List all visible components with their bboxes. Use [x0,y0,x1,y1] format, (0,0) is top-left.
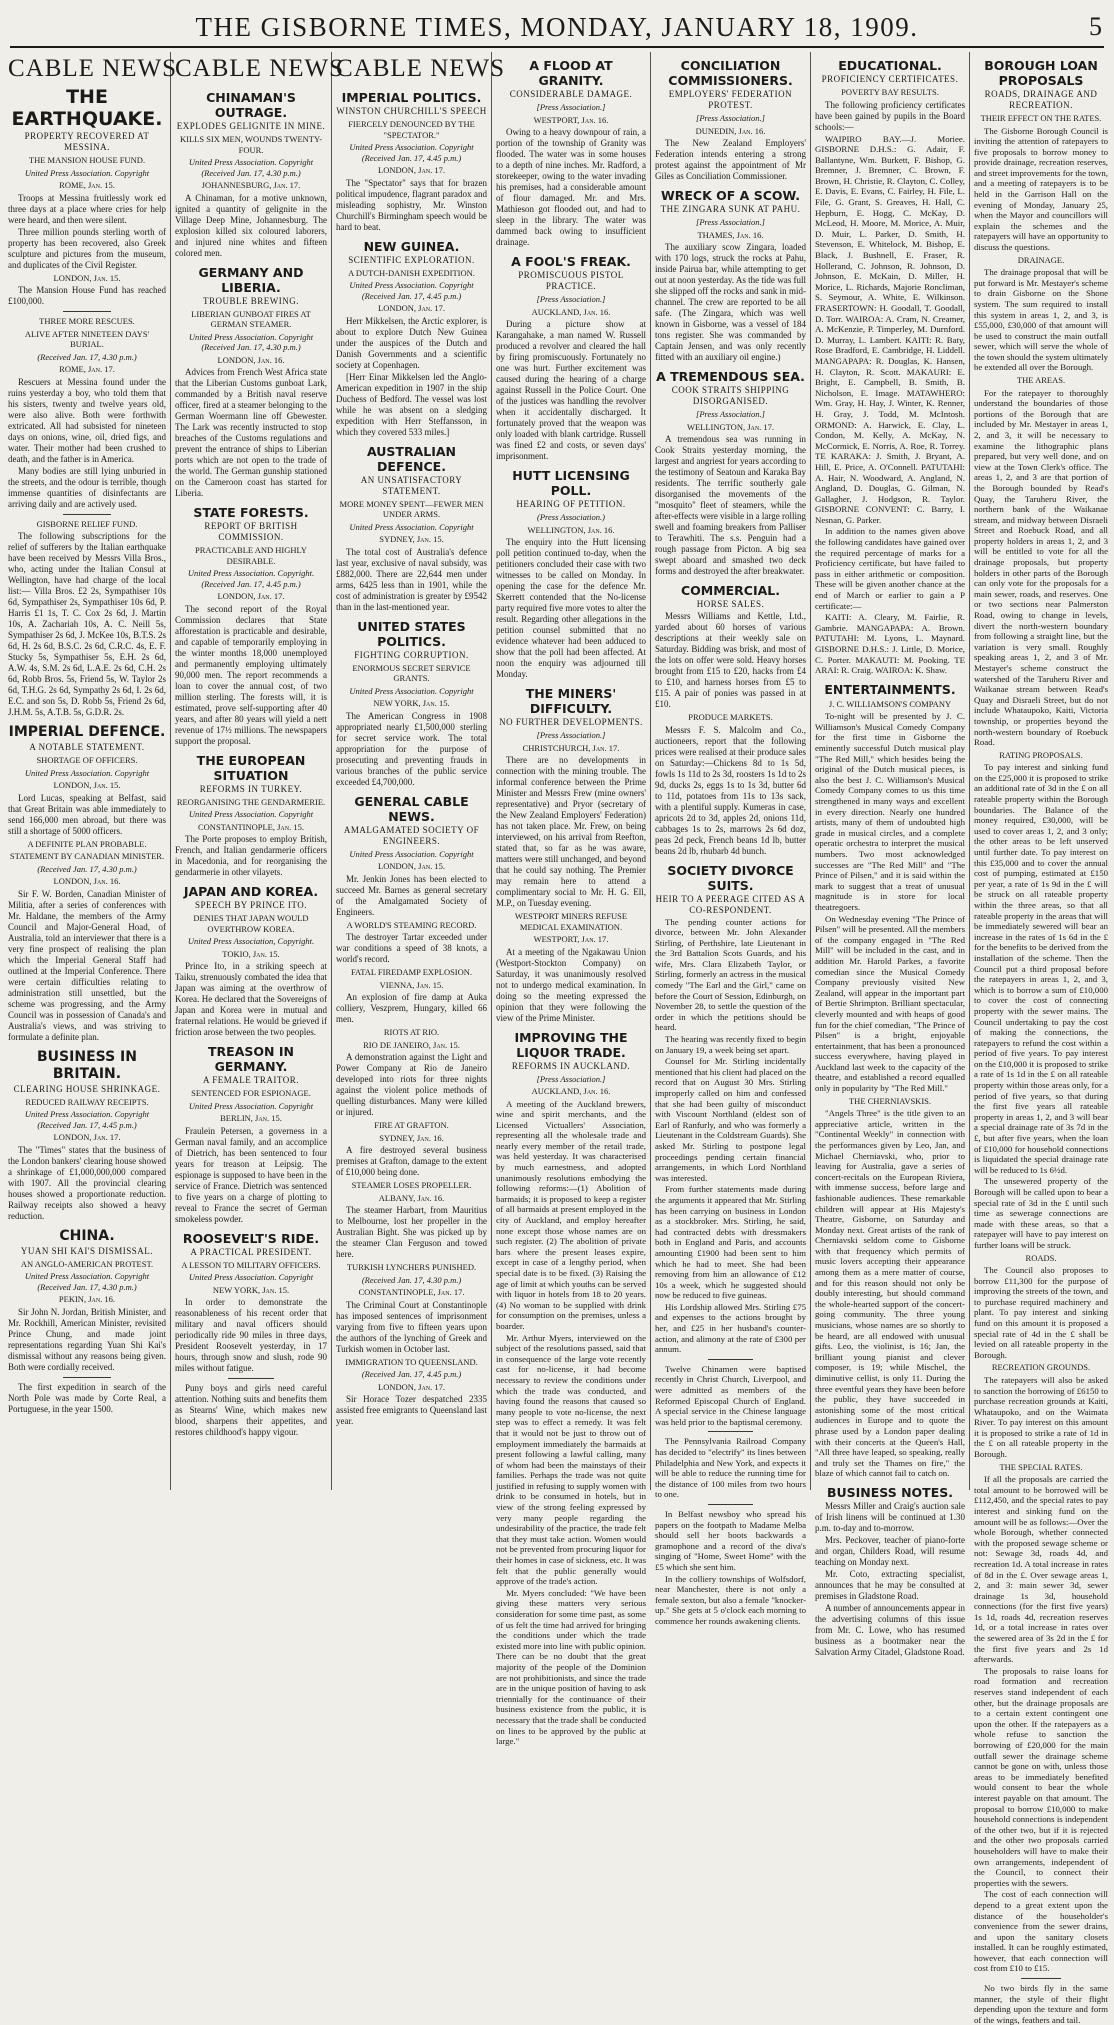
article-caption: KILLS SIX MEN, WOUNDS TWENTY-FOUR. [179,134,323,155]
source-line: (Received Jan. 17, 4.45 p.m.) [361,1369,462,1379]
article-paragraph: A demonstration against the Light and Power Company at Rio de Janeiro developed into riots for three nights against the violent police methods of quelling disturbances. Many were killed or injured. [336,1052,487,1117]
dateline: THAMES, Jan. 16. [697,229,764,240]
section-banner: CABLE NEWS [336,55,506,82]
article-paragraph: The pending counter actions for divorce, between Mr. John Alexander Stirling, of Perthshire, late Lieutenant in the 3rd Battalion Scots Guards, and his wife, Mrs. Clara Elizabeth Taylor, or Stirling, formerly an actress in the musical comedy "The Earl and the Girl," came on before the Court of Session, Edinburgh, on November 28, to settle the question of the order in which the petitions should be heard. [655,916,806,1033]
article-headline: A FLOOD AT GRANITY. [529,58,613,88]
article-headline: JAPAN AND KOREA. [183,884,319,899]
article-headline: THE MINERS' DIFFICULTY. [525,686,617,716]
article-headline: BUSINESS IN BRITAIN. [37,1048,137,1082]
source-line: [Press Association.] [536,102,606,112]
dateline: CONSTANTINOPLE, Jan. 15. [198,821,304,832]
article-caption: ALIVE AFTER NINETEEN DAYS' BURIAL. [24,328,150,349]
article-paragraph: The auxiliary scow Zingara, loaded with 170 logs, struck the rocks at Pahu, inside Pairua bar, while attempting to get out at noon yesterday. As the tide was full she slipped off the rocks and sank in mid-channel. The crew are reported to be all safe. (The Zingara, which was well known in Gisborne, was a vessel of 184 tons register. She was commanded by Captain Jensen, and was only recently fitted with an auxiliary oil engine.) [655,242,806,362]
dateline: CONSTANTINOPLE, Jan. 17. [358,1287,465,1297]
article-paragraph: The Council also proposes to borrow £11,300 for the purpose of improving the streets of the town, and to purchase required machinery and plant. To pay interest and sinking fund on this amount it is proposed a special rate of 4d in the £ shall be levied on all rateable property in the Borough. [974,1265,1108,1360]
article-paragraph: The destroyer Tartar exceeded under war conditions a speed of 38 knots, a world's record. [336,932,487,964]
article-caption: DENIES THAT JAPAN WOULD OVERTHROW KOREA. [193,913,309,934]
article-paragraph: To pay interest and sinking fund on the £25,000 it is proposed to strike an additional rate of 3d in the £ on all rateable property within the Borough boundaries. The Balance of the money required, £30,000, will be used to cover areas 1, 2, and 3 only; the other areas to be left unserved until further date. To pay interest on this £35,000 and to cover the annual cost of pumping, estimated at £150 per year, a rate of 1s 9d in the £ will be struck on all rateable property within the three areas, so that all rateable property in the areas that will be immediately sewered will bear an increase in the rates of 1s 6d in the £ for the benefits to be derived from the installation of the scheme. Then the Council put a third proposal before the ratepayers in areas 1, 2, and 3, which is to borrow a sum of £10,000 to cover the cost of connecting property with the sewer mains. The Council undertaking to pay the cost of making the connections, the ratepayers to refund the cost within a period of five years. To pay interest on the £10,000 it is proposed to strike a rate of 1s 1d in the £ on all rateable property within those areas only, for a period of five years, so that during the first five years all rateable property in areas 1, 2, and 3 will bear a special drainage rate of 3s 7d in the £, but after five years, when the loan of £10,000 for household connections is liquidated the special drainage rate will be reduced to 1s 6½d. [974,762,1108,1175]
article-caption: PRACTICABLE AND HIGHLY DESIRABLE. [194,545,307,566]
article-caption: IMMIGRATION TO QUEENSLAND. [345,1356,478,1367]
article-subhead: HORSE SALES. [696,599,765,609]
source-line: [Press Association.] [536,730,606,740]
article-caption: THE AREAS. [1016,375,1066,386]
article-headline: ENTERTAINMENTS. [824,681,956,697]
column-7 [974,52,1108,2025]
article-subhead: A NOTABLE STATEMENT. [29,742,145,752]
article-paragraph: The enquiry into the Hutt licensing poll petition continued to-day, when the petitioners concluded their case with two witnesses to be called on Monday. In opening the case for the defence Mr. Skerrett contended that the No-license party required five more votes to alter the result. Regarding other allegations in the petition counsel submitted that no evidence whatever had been adduced to show that the poll had been affected. At noon the enquiry was adjourned till Monday. [496,537,646,679]
article-caption: THE SPECIAL RATES. [999,1461,1083,1472]
column-divider [650,52,651,1490]
article-caption: RATING PROPOSALS. [999,749,1083,760]
article-paragraph: The "Times" states that the business of the London bankers' clearing house showed a shrinkage of £1,000,000,000 compared with 1907. All the provincial clearing houses showed a proportionate reduction. Railway receipts also showed a heavy reduction. [8,1144,166,1221]
article-headline: CHINAMAN'S OUTRAGE. [206,90,296,120]
article-headline: STATE FORESTS. [193,505,309,520]
article-paragraph: From further statements made during the arguments it appeared that Mr. Stirling has been carrying on business in London as a stockbroker. Mrs. Stirling, he said, had contracted debts with dressmakers both in England and Paris, and accounts amounting £1900 had been sent to him which he had to meet. She had been removing from him an allowance of £12 10s a week, which he suggested should now be reduced to five guineas. [655,1184,806,1301]
article-paragraph: Counsel for Mr. Stirling incidentally mentioned that his client had placed on the record that on August 30 Mrs. Stirling improperly called on him and confessed that she had been guilty of misconduct with Viscount Northland (eldest son of Earl of Ranfurly, and who was formerly a Lieutenant in the Coldstream Guards). She asked Mr. Stirling to postpone legal proceedings pending certain financial arrangements, in which Lord Northland was interested. [655,1056,806,1183]
article-paragraph: The drainage proposal that will be put forward is Mr. Mestayer's scheme to drain Gisborne on the Shone system. The sum required to install this system in areas 1, 2, and 3, is £55,000, £30,000 of that amount will be used to construct the main outfall sewer, which will serve the whole of the town should the system ultimately be extended all over the Borough. [974,267,1108,373]
article-paragraph: At a meeting of the Ngakawau Union (Westport-Stockton Company) on Saturday, it was unanimously resolved not to undergo medical examination. In doing so the meeting expressed the opinion that they were following the view of the Prime Minister. [496,946,646,1023]
article-paragraph: The cost of each connection will depend to a great extent upon the distance of the householder's convenience from the sewer drains, and upon the sanitary closets installed. It can be roughly estimated, however, that each connection will cost from £10 to £15. [974,1889,1108,1974]
article-subhead: AN UNSATISFACTORY STATEMENT. [360,474,463,496]
article-headline: NEW GUINEA. [363,238,460,254]
article-subhead: HEARING OF PETITION. [516,499,626,509]
article-paragraph: The Gisborne Borough Council is inviting the attention of ratepayers to five proposals to borrow money to provide drainage, recreation reserves, and street improvements for the town, and a meeting of ratepayers is to be held in the Garrison Hall on the evening of Monday, January 25, when the Mayor and councillors will explain the schemes and the ratepayers will have an opportunity to discuss the questions. [974,125,1108,253]
article-headline: GERMANY AND LIBERIA. [198,264,304,295]
column-1 [8,52,178,1490]
separator [63,1377,110,1378]
article-headline: A FOOL'S FREAK. [511,254,631,269]
column-4 [496,52,646,1747]
section-banner: CABLE NEWS [175,55,345,82]
article-paragraph: The total cost of Australia's defence last year, exclusive of naval subsidy, was £882,000. There are 22,644 men under arms, 6425 less than in 1901, while the cost of administration is greater by £9542 than in the last-mentioned year. [336,546,487,612]
article-paragraph: Mr. Myers concluded: "We have been giving these matters very serious consideration for some time past, as some of us felt the time had arrived for bringing the conditions under which the trade existed more into line with public opinion. There can be no doubt that the great majority of the people of the Dominion are not prohibitionists, and since the trade are in the unique position of having to ask triennially for the continuance of their business existence from the public, it is necessary that the trade shall be conducted on lines to be approved by the public at large." [496,1587,646,1747]
dateline: WELLINGTON, Jan. 17. [686,421,775,432]
article-paragraph: The following subscriptions for the relief of sufferers by the Italian earthquake have been received by Messrs Villa Bros., who, acting under the Italian Consul at Wellington, have had charge of the local list:— Villa Bros. £2 2s, Sympathiser 10s 6d, Sympathiser 2s, Sympathiser 10s 6d, P. Harris £1 1s, T. C. Cox 2s 6d, J. Martin 10s, A. Zachariah 10s, A. C. Neill 5s, Sympathiser 2s 6d, J. McKee 10s, B.T.S. 2s 6d, H. 2s 6d, B.S.C. 2s 6d, C.R.C. 4s, E. F. Stucky 5s, Sympathiser 5s, E.H. 2s 6d, A.W. 4s, S.M. 2s 6d, L.A.E. 2s 6d, C.H. 2s 6d, Robb Bros. 5s, Friend 5s, W. Taylor 2s 6d, T.H.G. 2s 6d, Sympathy 2s 6d, I. 2s 6d, E.C. and son 5s, D. Robb 5s, Friend 2s 6d, J.H.M. 5s, A.T.B. 5s, G.D.R. 2s. [8,531,166,717]
article-subhead: PROPERTY RECOVERED AT MESSINA. [24,131,150,152]
dateline: AUCKLAND, Jan. 16. [531,1086,611,1096]
masthead-rule [10,46,1104,48]
article-headline: AUSTRALIAN DEFENCE. [366,443,457,474]
dateline: WELLINGTON, Jan. 16. [527,524,615,535]
article-paragraph: A Chinaman, for a motive unknown, ignited a quantity of gelignite in the Village Deep Mine, Johannesburg. The explosion killed six coloured laborers, and injured nine whites and fifteen colored men. [175,192,327,258]
article-paragraph: The Porte proposes to employ British, French, and Italian gendarmerie officers in Macedonia, and for reorganising the gendarmerie in other vilayets. [175,834,327,877]
article-subhead: THE ZINGARA SUNK AT PAHU. [660,204,801,214]
article-caption: J. C. WILLIAMSON'S COMPANY [828,698,952,709]
article-paragraph: The New Zealand Employers' Federation intends entering a strong protest against the appointment of Mr Giles as Conciliation Commissioner. [655,138,806,181]
article-paragraph: Puny boys and girls need careful attention. Nothing suits and benefits them as Stearns' Wine, which makes new blood, sharpens their appetites, and restores childhood's happy vigour. [175,1383,327,1437]
article-caption: MORE MONEY SPENT—FEWER MEN UNDER ARMS. [339,498,484,519]
article-paragraph: Sir F. W. Borden, Canadian Minister of Militia, after a series of conferences with Mr. Haldane, the members of the Army Council and Major-General Hoad, of Australia, told an interviewer that there is a very fine prospect of realising the plan which the Imperial General Staff had outlined at the Imperial Conference. There were certain difficulties relating to administration still unsettled, but the scheme was progressing, and the Army Council was in possession of Canada's and Australia's views, and was striving to formulate a definite plan. [8,888,166,1042]
page-number: 5 [1089,12,1102,41]
article-paragraph: In addition to the names given above the following candidates have gained over the required percentage of marks for a Proficiency certificate, but have failed to pass in either arithmetic or composition. These will be given another chance at the end of March or earlier to gain a P certificate:— [815,526,965,611]
article-headline: ROOSEVELT'S RIDE. [182,1230,320,1246]
article-paragraph: Prince Ito, in a striking speech at Taiku, strenuously combated the idea that Japan was aiming at the overthrow of Korea. He declared that the Sovereigns of Japan and Korea were in mutual and fraternal relations. He would be grieved if friction arose between the two peoples. [175,961,327,1037]
article-paragraph: The following proficiency certificates have been gained by pupils in the Board schools:— [815,99,965,132]
article-paragraph: The Pennsylvania Railroad Company has decided to "electrify" its lines between Philadelphia and New York, and expects it will be able to reduce the running time for the distance of 100 miles from two hours to one. [655,1436,806,1500]
source-line: United Press Association. Copyright (Received Jan. 17, 4.30 p.m.) [24,1271,150,1292]
article-subhead: WINSTON CHURCHILL'S SPEECH [336,106,487,116]
article-headline: TREASON IN GERMANY. [208,1044,294,1074]
article-paragraph: The unsewered property of the Borough will be called upon to bear a special rate of 3d in the £ until such time as sewerage connections are made with these areas, so that a ratepayer will have to pay interest on further loans will be struck. [974,1176,1108,1250]
article-subhead: PROMISCUOUS PISTOL PRACTICE. [518,270,624,291]
source-line: United Press Association. Copyright (Received Jan. 17, 4.45 p.m.) [24,1109,150,1130]
article-paragraph: If all the proposals are carried the total amount to be borrowed will be £112,450, and the special rates to pay interest and sinking fund on the amount will be as follows:—Over the whole Borough, whether connected with the proposed sewage scheme or not: Sewage 3d, roads 4d, and recreation 1d. A total increase in rates of 8d in the £. Over sewage areas 1, 2, and 3: main sewer 3d, sewer drainage 1s 3d, household connections (for the first five years) 1s 1d, roads 4d, recreation reserves 1d, or a total increase in rates over the sewered area of 3s 2d in the £ for the first five years and 2s 1d afterwards. [974,1474,1108,1665]
source-line: United Press Association. Copyright [24,167,150,178]
article-paragraph: The "Spectator" says that for brazen political impudence, flagrant paradox and misleading sophistry, Mr. Winston Churchill's Birmingham speech would be hard to beat. [336,177,487,232]
article-headline: WRECK OF A SCOW. [660,188,801,203]
article-paragraph: There are no developments in connection with the mining trouble. The informal conference between the Prime Minister and Messrs Frew (mine owners' representative) and Pryor (secretary of the New Zealand Employers' Federation) has not taken place. Mr. Frew, on being interviewed, on his arrival from Reefton, stated that, so far as he was aware, matters were still unchanged, and beyond that he could say nothing. The Premier may remain here to attend a complimentary social to Mr. H. G. Ell, M.P., on Tuesday evening. [496,755,646,908]
article-caption: REORGANISING THE GENDARMERIE. [176,796,326,807]
article-paragraph: An explosion of fire damp at Auka colliery, Veszprem, Hungary, killed 66 men. [336,992,487,1024]
column-divider [331,52,332,1490]
source-line: (Received Jan. 17, 4.30 p.m.) [37,863,137,874]
article-caption: ENORMOUS SECRET SERVICE GRANTS. [352,662,471,683]
column-divider [810,52,811,1490]
article-subhead: HEIR TO A PEERAGE CITED AS A CO-RESPONDENT. [655,893,806,915]
article-subhead: ROADS, DRAINAGE AND RECREATION. [984,89,1098,110]
article-paragraph: The Mansion House Fund has reached £100,000. [8,285,166,306]
article-paragraph: The American Congress in 1908 appropriated nearly £1,500,000 sterling for secret service work. The total appropriation for the purpose of prosecuting and preventing frauds in various branches of the public service exceeded £4,700,000. [336,710,487,787]
dateline: SYDNEY, Jan. 15. [379,534,444,544]
article-caption: SENTENCED FOR ESPIONAGE. [191,1088,311,1098]
article-subhead: TROUBLE BREWING. [203,295,299,306]
article-paragraph: Mr. Jenkin Jones has been elected to succeed Mr. Barnes as general secretary of the Amalgamated Society of Engineers. [336,873,487,917]
article-caption: TURKISH LYNCHERS PUNISHED. [346,1262,477,1272]
article-caption: A DEFINITE PLAN PROBABLE. [27,838,147,849]
dateline: LONDON, Jan. 17. [53,1132,121,1142]
separator [708,1504,753,1505]
article-headline: BOROUGH LOAN PROPOSALS [984,58,1098,88]
source-line: United Press Association, Copyright. [187,936,315,946]
article-paragraph: "Angels Three" is the title given to an appreciative article, written in the "Continental Weekly" in connection with the performances given by Leo, Jan, and Michael Cherniavski, who, prior to leaving for Australia, gave a series of concert-recitals on the European Riviera, with immense success, before large and fashionable audiences. These remarkable children will appear at His Majesty's Theatre, Gisborne, on Saturday and Monday next. Great artists of the rank of Cherniavski seldom come to Gisborne with that frequency which permits of music lovers accepting their appearance among them as a mere matter of course, and for this reason should not only be doubly interesting, but should command the whole-hearted support of the concert-going community. The three young musicians, whose names are so shortly to be heard, are all endowed with unusual gifts. Leo, the violinist, is 16; Jan, the brilliant young pianist and clever composer, is 19; while Mischel, the diminutive cellist, is only 11. During the three eventful years they have been before the public, they have succeeded in astonishing some of the most critical audiences in Europe and to quote the phrase used by a London paper dealing with their concerts at the Queen's Hall, "All three have leaped, so speaking, really and truly set the Thames on fire," the blaze of which cannot fail to catch on. [815,1108,965,1479]
article-paragraph: A meeting of the Auckland brewers, wine and spirit merchants, and the Licensed Victuallers' Association, representing all the wholesale trade and nearly every member of the retail trade, was held yesterday. It was characterised by much earnestness, and adopted unanimously resolutions embodying the following reforms:—(1) Abolition of barmaids; it is proposed to keep a register of all barmaids at present employed in the city of Auckland, and employ hereafter none except those whose names are on such register. (2) The abolition of private bars where the present leases expire, except in case of a lengthy period, when special date is to be fixed. (3) Raising the age of limit at which youths can be served with liquor in hotels from 18 to 20 years. (4) No woman to be supplied with drink for consumption on the premises, unless a boarder. [496,1098,646,1331]
source-line: United Press Association. Copyright [188,1100,314,1111]
article-headline: SOCIETY DIVORCE SUITS. [667,862,794,893]
article-caption: ROADS. [1025,1252,1057,1263]
article-subhead: REFORMS IN AUCKLAND. [511,1060,631,1071]
article-headline: EDUCATIONAL. [838,58,942,73]
article-headline: IMPERIAL POLITICS. [341,90,482,105]
article-caption: THE MANSION HOUSE FUND. [28,155,146,165]
article-caption: RIOTS AT RIO. [383,1027,440,1037]
article-caption: THREE MORE RESCUES. [39,316,135,326]
article-subhead: NO FURTHER DEVELOPMENTS. [499,717,643,727]
column-divider [170,52,171,1490]
article-subhead: SCIENTIFIC EXPLORATION. [348,254,475,265]
source-line: United Press Association. Copyright [24,767,150,778]
article-headline: GENERAL CABLE NEWS. [354,793,469,824]
article-paragraph: In Belfast newsboy who spread his papers on the footpath to Madame Melba should sell her boots backwards a gramophone and a record of the diva's singing of "Home, Sweet Home" with the £5 which she sent him. [655,1508,806,1572]
source-line: United Press Association. Copyright (Received Jan. 17, 4.45 p.m.) [349,142,474,163]
article-paragraph: KAITI: A. Cleary, M. Fairlie, R. Gambrie. MANGAPAPA: A. Brown. PATUTAHI: M. Lyons, L. Maynard. GISBORNE D.H.S.: J. Little, D. Morice, C. Porter. MAKAUTI: M. Pooking. TE ARAI: R. Craig. WAIROA: K. Shaw. [815,612,965,676]
article-paragraph: Troops at Messina fruitlessly work ed three days at a place where cries for help were heard, and then were silent. [8,192,166,225]
source-line: [Press Association.] [536,1073,606,1084]
article-paragraph: Owing to a heavy downpour of rain, a portion of the township of Granity was flooded. The water was in some houses to a depth of nine inches. Mr. Radford, a storekeeper, owing to the water invading his premises, had a considerable amount of flour damaged. Mr. and Mrs. Mathieson got flooded out, and had to sleep in the library. The water was dammed back owing to insufficient drainage. [496,127,646,247]
article-caption: THEIR EFFECT ON THE RATES. [980,113,1102,123]
article-caption: GISBORNE RELIEF FUND. [36,518,138,529]
article-paragraph: During a picture show at Karangahake, a man named W. Russell produced a revolver and cleared the hall by firing promiscuously. Fortunately no one was hurt. Further excitement was caused during the hearing of a charge against Russell in the Police Court. One of the justices was handling the revolver when it accidentally discharged. It fortunately proved that the weapon was only loaded with blank cartridge. Russell was fined £2 and costs, or seven days' imprisonment. [496,319,646,461]
article-subhead: EMPLOYERS' FEDERATION PROTEST. [668,89,793,110]
article-subhead: A FEMALE TRAITOR. [203,1075,299,1085]
article-paragraph: [Herr Einar Mikkelsen led the Anglo-American expedition in 1907 in the ship Duchess of Bedford. The vessel was lost while he was absent on a sledging expedition with Herr Steffansson, in which they covered 533 miles.] [336,371,487,437]
source-line: (Press Association.) [537,512,605,522]
article-paragraph: A fire destroyed several business premises at Grafton, damage to the extent of £10,000 being done. [336,1145,487,1177]
source-line: United Press Association. Copyright [349,685,474,696]
separator [228,1378,274,1379]
article-caption: A DUTCH-DANISH EXPEDITION. [348,267,475,278]
article-paragraph: Mrs. Peckover, teacher of piano-forte and organ, Childers Road, will resume teaching on Monday next. [815,1534,965,1567]
article-paragraph: WAIPIRO BAY.—J. Moriee. GISBORNE D.H.S.: G. Adair, F. Ballantyne, Wm. Burkett, F. Bishop, G. Bremner, J. Bremner, C. Brown, F. Brown, H. Christie, R. Clayton, C. Colley, E. Davis, E. Evans, C. Fairley, H. File, L. File, G. Grant, S. Greaves, H. Hall, C. Hepburn, E. Hogg, C. McKay, D. McLeod, H. Moore, M. Morice, A. Muir, D. Muir, L. Parker, D. Smith, H. Stevenson, E. Whitelock, M. Bishop, E. Black, J. Bushnell, E. Fraser, R. Hollerand, C. Johnson, R. Johnson, D. Johnson, E. McKain, D. Miller, H. Morice, L. Richards, Majorie Roncliman, S. Seymour, A. White, E. Wilkinson. FRASERTOWN: H. Goodall, T. Goodall, D. Torr. WAIROA: A. Cram, N. Creamer, A. McKenzie, P. Timperley, M. Durnford. D. Murray, L. Lambert. KAITI: R. Baty, Rose Bradford, E. Cambridge, H. Liddell. MANGAPAPA: R. Douglas, K. Hansen, H. Clayton, R. Scott. MAKAURI: E. Bright, E. Campbell, B. Smith, B. Nicholson, E. Image. MATAWHERO: Wm. Gray, H. Hay, J. Winter, K. Renner, H. Gray, J. Todd, M. McIntosh. ORMOND: A. Harwick, E. Clay, L. Condon, M. Kelly, A. McKay, N. McCormick, E. Norris, A. Roe, R. Torrey. TE KARAKA: J. Smith, J. Bryant, A. Hill, E. Price, A. O'Connell. PATUTAHI: A. Hair, N. Woodward, A. Angland, N. Angland, D. Douglas, G. Gilman, N. Gallagher, J. Hodgson, R. Taylor. GISBORNE CONVENT: C. Barry, I. Nesnan, G. Parker. [815,133,965,525]
article-paragraph: Herr Mikkelsen, the Arctic explorer, is about to explore Dutch New Guinea under the auspices of the Dutch and Danish Governments and a scientific society at Copenhagen. [336,315,487,370]
dateline: LONDON, Jan. 17. [378,165,445,175]
dateline: LONDON, Jan. 15. [53,272,121,283]
article-subhead: COOK STRAITS SHIPPING DISORGANISED. [671,385,790,406]
article-paragraph: Advices from French West Africa state that the Liberian Customs gunboat Lark, commanded by a British naval reserve officer, fired at a steamer belonging to the German Woermann line off Gbewester. The Lark was recently instructed to stop breaches of the Customs regulations and prevent the entrance of ships to Liberian ports which are not open to the trade of the world. The German gunship stationed on the Cameroon coast has started for Liberia. [175,367,327,498]
article-paragraph: Mr. Arthur Myers, interviewed on the subject of the resolutions passed, said that in consequence of the large vote recently cast for no-license, it had become necessary to review the conditions under which the trade was conducted, and having found the reasons that caused so many people to vote no-license, the next step was to effect a remedy. It was felt that it would not be just to throw out of employment immediately the barmaids at present following a lawful calling, many of whom had been the mainstays of their families. Perhaps the trade was not quite justified in refusing to supply women with drink to be consumed in hotels, but in view of the strong feeling expressed by very many people regarding the undesirability of the practice, the trade felt that they must take action. Women would not be prevented from procuring liquor for their homes in case of sickness, etc. It was felt that the public generally would approve of the trade's action. [496,1332,646,1587]
article-paragraph: A tremendous sea was running in Cook Straits yesterday morning, the largest and angriest for years according to the testimony of Seatoun and Karaka Bay residents. The terrific southerly gale disorganised the movements of the "mosquito" fleet of steamers, while the after-effects were visible in a large rolling swell and foaming breakers from Palliser to Terawhiti. The s.s. Penguin had a rough passage from Picton. A big sea swept aboard and smashed two deck forms and destroyed the after breakwater. [655,434,806,576]
article-caption: REDUCED RAILWAY RECEIPTS. [25,1096,149,1107]
article-paragraph: Messrs Williams and Kettle, Ltd., yarded about 60 horses of various descriptions at their weekly sale on Saturday. Bidding was brisk, and most of the lots on offer were sold. Heavy horses brought from £15 to £20, hacks from £4 to £10, and harness horses from £5 to £15. A pair of ponies was passed in at £10. [655,611,806,709]
dateline: LONDON, Jan. 17. [217,591,285,601]
article-caption: A WORLD'S STEAMING RECORD. [346,919,477,930]
article-paragraph: For the ratepayer to thoroughly understand the boundaries of those portions of the Borough that are included by Mr. Mestayer in areas 1, 2, and 3, it will be necessary to examine the lithographic plans prepared, but very well done, and on view at the Town Clerk's office. The areas 1, 2, and 3 are that portion of the Borough bounded by Read's Quay, the Taruheru River, the northern bank of the Waikanae stream, and midway between Disraeli Street and Roebuck Road, and all property holders in areas 1, 2, and 3 will be entitled to vote for all the drainage proposals, but property holders in other parts of the Borough can only vote for the proposals for a main sewer, roads, and reserves. One or two sections near Palmerston Road, owing to change in levels, divert the north-western boundary from following a straight line, but the variation is very small. Roughly speaking areas 1, 2, and 3 of Mr. Mestayer's scheme construct the watershed of the Taruheru River and Waikanae stream between Read's Quay and Disraeli Street, but do not include Whataupoko, Kaiti, Victoria township, or properties beyond the north-western boundary of Roebuck Road. [974,387,1108,748]
source-line: [Press Association.] [696,409,765,419]
source-line: [Press Association.] [696,113,765,123]
article-caption: AN ANGLO-AMERICAN PROTEST. [20,1258,154,1269]
article-subhead: REFORMS IN TURKEY. [199,783,303,794]
article-headline: THE EUROPEAN SITUATION [196,752,306,783]
article-paragraph: The ratepayers will also be asked to sanction the borrowing of £6150 to purchase recreation grounds at Kaiti, Whataupoko, and on the Waimata River. To pay interest on this amount it is proposed to strike a rate of 1d in the £ on all rateable property in the Borough. [974,1374,1108,1460]
article-paragraph: In order to demonstrate the reasonableness of his recent order that military and naval officers should periodically ride 90 miles in three days, President Roosevelt yesterday, in 17 hours, through snow and slush, rode 90 miles without fatigue. [175,1297,327,1373]
article-caption: LIBERIAN GUNBOAT FIRES AT GERMAN STEAMER. [191,308,311,329]
dateline: ROME, Jan. 15. [59,180,115,190]
source-line: United Press Association. Copyright (Received Jan. 17, 4.30 p.m.) [188,157,314,178]
article-subhead: AMALGAMATED SOCIETY OF ENGINEERS. [343,824,480,846]
article-caption: STEAMER LOSES PROPELLER. [351,1180,472,1190]
dateline: VIENNA, Jan. 15. [379,979,444,990]
article-paragraph: Many bodies are still lying unburied in the streets, and the odour is terrible, though immense quantities of disinfectants are arriving daily and are actively used. [8,465,166,509]
dateline: JOHANNESBURG, Jan. 17. [201,180,301,190]
article-headline: IMPERIAL DEFENCE. [8,724,166,740]
article-paragraph: The steamer Harbart, from Mauritius to Melbourne, lost her propeller in the Australian Bight. She was picked up by the steamer Clan Ferguson and towed here. [336,1205,487,1259]
article-subhead: SPEECH BY PRINCE ITO. [194,900,307,910]
article-paragraph: No two birds fly in the same manner, the style of their flight depending upon the texture and form of the wings, feathers and tail. [974,1983,1108,2025]
source-line: United Press Association. Copyright [349,848,474,859]
dateline: LONDON, Jan. 16. [53,876,121,886]
separator [1021,1978,1061,1979]
article-paragraph: The Criminal Court at Constantinople has imposed sentences of imprisonment varying from five to fifteen years upon the authors of the lynching of Greek and Turkish women in October last. [336,1299,487,1354]
dateline: CHRISTCHURCH, Jan. 17. [522,742,620,753]
article-paragraph: The proposals to raise loans for road formation and recreation reserves stand independent of each other, but the drainage proposals are to a certain extent contingent one upon the other. If the ratepayers as a whole refuse to sanction the borrowing of £20,000 for the main outfall sewer the drainage scheme cannot be gone on with, unless those areas to be immediately benefited would consent to bear the whole interest payable on that amount. The proposal to borrow £10,000 to make household connections is independent of the other two, but if it is rejected and the other two proposals carried householders will have to make their own arrangements, independent of the Council, to connect their properties with the sewers. [974,1665,1108,1888]
article-caption: POVERTY BAY RESULTS. [841,87,939,97]
source-line: [Press Association.] [696,217,765,227]
article-caption: RECREATION GROUNDS. [991,1362,1091,1373]
article-caption: FIERCELY DENOUNCED BY THE "SPECTATOR." [348,119,475,140]
separator [708,1359,753,1360]
article-caption: A LESSON TO MILITARY OFFICERS. [181,1259,321,1270]
article-paragraph: A number of announcements appear in the advertising columns of this issue from Mr. C. Lowe, who has resumed business as a bootmaker near the Salvation Army Citadel, Gladstone Road. [815,1602,965,1657]
article-paragraph: The second report of the Royal Commission declares that State afforestation is practicable and desirable, and capable of temporarily employing in the winter months 18,000 unemployed and permanently employing ultimately 90,000 men. The report recommends a loan to cover the annual cost, of two million sterling. The forests will, it is estimated, prove self-supporting after 40 years, and after 80 years will yield a nett revenue of 17½ millions. The newspapers support the proposal. [175,603,327,746]
separator [63,514,110,515]
dateline: LONDON, Jan. 15. [53,780,121,790]
article-caption: FATAL FIREDAMP EXPLOSION. [350,967,473,977]
article-subhead: CONSIDERABLE DAMAGE. [509,89,633,99]
article-headline: UNITED STATES POLITICS. [357,618,466,649]
column-5 [655,52,806,1626]
article-paragraph: Messrs Miller and Craig's auction sale of Irish linens will be continued at 1.30 p.m. to-day and to-morrow. [815,1500,965,1533]
article-caption: STATEMENT BY CANADIAN MINISTER. [9,851,165,861]
article-subhead: REPORT OF BRITISH COMMISSION. [204,521,298,542]
article-paragraph: To-night will be presented by J. C. Williamson's Musical Comedy Company for the first time in Gisborne the eminently successful Dutch musical play "The Red Mill," which besides being the original of the Dutch musical pieces, is also the best J. C. Williamson's Musical Comedy Company comes to us this time strengthened in many ways and excellent in every direction. Nearly one hundred artists, many of them of undoubted high grade in musical circles, and a complete operatic orchestra to interpret the musical numbers. Two most acknowledged successes are "The Red Mill" and "The Prince of Pilsen," and it is said within the mark to suggest that a treat of unusual magnitude is in store for local theatregoers. [815,711,965,912]
article-paragraph: In the colliery townships of Wolfsdorf, near Manchester, there is not only a female sexton, but also a female "knocker-up." She gets at 5 o'clock each morning to commence her rounds awakening clients. [655,1573,806,1626]
article-paragraph: The hearing was recently fixed to begin on January 19, a week being set apart. [655,1034,806,1055]
article-caption: SHORTAGE OF OFFICERS. [36,755,138,765]
dateline: LONDON, Jan. 16. [217,354,285,365]
source-line: United Press Association. Copyright. (Received Jan. 17, 4.45 p.m.) [187,568,315,589]
source-line: United Press Association. Copyright (Received Jan. 17, 4.45 p.m.) [349,280,474,301]
article-headline: A TREMENDOUS SEA. [656,369,805,384]
article-paragraph: Mr. Coto, extracting specialist, announces that he may be consulted at premises in Gladstone Road. [815,1568,965,1601]
dateline: RIO DE JANEIRO, Jan. 15. [363,1039,460,1050]
article-subhead: CLEARING HOUSE SHRINKAGE. [13,1083,161,1094]
article-subhead: YUAN SHI KAI'S DISMISSAL. [20,1245,154,1256]
article-headline: HUTT LICENSING POLL. [512,468,630,498]
source-line: United Press Association. Copyright [188,1272,314,1282]
article-caption: FIRE AT GRAFTON. [374,1120,449,1130]
article-paragraph: Sir Horace Tozer despatched 2335 assisted free emigrants to Queensland last year. [336,1394,487,1426]
article-paragraph: Messrs F. S. Malcolm and Co., auctioneers, report that the following prices were realised at their produce sales on Saturday:—Chickens 8d to 1s 5d, fowls 1s 11d to 2s 3d, roosters 1s 1d to 2s 9d, ducks 2s, eggs 1s to 1s 3d, butter 6d to 11d, potatoes from 11s to 13s sack, with a plentiful supply. Kumeras in case, apricots 2d to 3d, apples 2d, onions 11d, cabbages 1s to 2s, marrows 2s 6d doz, peas 2d peck, French beans 1d lb, butter beans 2d lb, rhubarb 4d bunch. [655,724,806,856]
article-headline: CHINA. [59,1227,115,1244]
article-paragraph: Fraulein Petersen, a governess in a German naval family, and an accomplice of Dietrich, has been sentenced to four years for treason at Leipsig. The espionage is supposed to have been in the service of France. Dietrich was sentenced to five years on a charge of plotting to reveal to France the secret of German smokeless powder. [175,1125,327,1224]
dateline: ALBANY, Jan. 16. [378,1192,445,1203]
dateline: ROME, Jan. 17. [59,364,115,374]
source-line: United Press Association. Copyright [188,809,314,819]
dateline: DUNEDIN, Jan. 16. [695,125,766,136]
dateline: LONDON, Jan. 15. [378,861,445,871]
column-6 [815,52,965,1657]
article-caption: DRAINAGE. [1017,254,1065,265]
source-line: [Press Association.] [536,294,606,304]
dateline: LONDON, Jan. 17. [378,1381,445,1392]
dateline: WESTPORT, Jan. 16. [533,114,609,125]
article-headline: IMPROVING THE LIQUOR TRADE. [514,1029,628,1060]
source-line: (Received Jan. 17, 4.30 p.m.) [361,1274,462,1285]
dateline: BERLIN, Jan. 15. [220,1113,282,1123]
article-subhead: FIGHTING CORRUPTION. [354,649,469,660]
article-headline: THE EARTHQUAKE. [11,86,163,130]
article-headline: BUSINESS NOTES. [826,1484,954,1500]
article-headline: COMMERCIAL. [680,583,781,598]
column-divider [969,52,970,1490]
article-subhead: EXPLODES GELIGNITE IN MINE. [176,121,326,131]
column-divider [491,52,492,1490]
article-paragraph: The first expedition in search of the North Pole was made by Corte Real, a Portuguese, in the year 1500. [8,1381,166,1414]
article-subhead: A PRACTICAL PRESIDENT. [190,1246,312,1257]
article-paragraph: Sir John N. Jordan, British Minister, and Mr. Rockhill, American Minister, revisited Prince Chung, and made joint representations regarding Yuan Shi Kai's dismissal without any reasons being given. Both were cordially received. [8,1306,166,1372]
article-paragraph: Twelve Chinamen were baptised recently in Christ Church, Liverpool, and were admitted as members of the Reformed Episcopal Church of England. A special service in the Chinese language was held prior to the baptismal ceremony. [655,1363,806,1427]
dateline: LONDON, Jan. 17. [378,303,445,313]
dateline: TOKIO, Jan. 15. [222,948,280,959]
source-line: United Press Association. Copyright (Received Jan. 17, 4.30 p.m.) [188,331,314,352]
article-paragraph: On Wednesday evening "The Prince of Pilsen" will be presented. All the members of the company engaged in "The Red Mill" will be included in the cast, and in addition Mr. Harold Parkes, a favorite comedian since the Musical Comedy Company previously visited New Zealand, will appear in the important part of Bertie Shrimpton. Brilliant spectacular, cleverly mounted and with heaps of good fun for the chief comedian, "The Prince of Pilsen" is a bright, enjoyable entertainment, that has been a pronounced success everywhere, having played in Auckland last week to the capacity of the theatre, and established a record equalled only in popularity by "The Red Mill." [815,913,965,1094]
section-banner: CABLE NEWS [8,55,178,82]
dateline: SYDNEY, Jan. 16. [379,1132,444,1143]
masthead-title: THE GISBORNE TIMES, MONDAY, JANUARY 18, 1909. [195,12,919,42]
article-paragraph: Rescuers at Messina found under the ruins yesterday a boy, who told them that his sisters, twenty and twelve years old, were also alive. Both were forthwith extricated. All had subsisted for nineteen days on onions, wine, oil, dried figs, and water. Their mother had been crushed to death, and the father is in America. [8,376,166,464]
dateline: AUCKLAND, Jan. 16. [531,306,611,317]
separator [708,1431,753,1432]
dateline: WESTPORT, Jan. 17. [533,934,609,944]
separator [63,311,110,312]
article-paragraph: Lord Lucas, speaking at Belfast, said that Great Britain was able immediately to send 166,000 men abroad, but there was still a shortage of 5000 officers. [8,792,166,836]
source-line: (Received Jan. 17, 4.30 p.m.) [37,351,137,362]
masthead [0,0,1114,44]
article-caption: PRODUCE MARKETS. [688,712,773,722]
dateline: PEKIN, Jan. 16. [58,1294,116,1304]
article-caption: THE CHERNIAVSKIS. [848,1095,932,1106]
article-subhead: PROFICIENCY CERTIFICATES. [821,74,959,84]
column-2 [175,52,345,1490]
dateline: NEW YORK, Jan. 15. [373,698,450,708]
article-paragraph: Three million pounds sterling worth of property has been recovered, also Greek sculpture and pictures from the museum, and duplicates of the Civil Register. [8,226,166,270]
article-headline: CONCILIATION COMMISSIONERS. [668,58,793,88]
dateline: NEW YORK, Jan. 15. [212,1284,290,1295]
article-paragraph: His Lordship allowed Mrs. Stirling £75 and expenses to the actions brought by her, and £25 in her husband's counter-action, and alimony at the rate of £300 per annum. [655,1301,806,1355]
column-3 [336,52,506,1490]
source-line: United Press Association. Copyright [349,521,474,532]
article-caption: WESTPORT MINERS REFUSE MEDICAL EXAMINATION. [514,911,628,932]
